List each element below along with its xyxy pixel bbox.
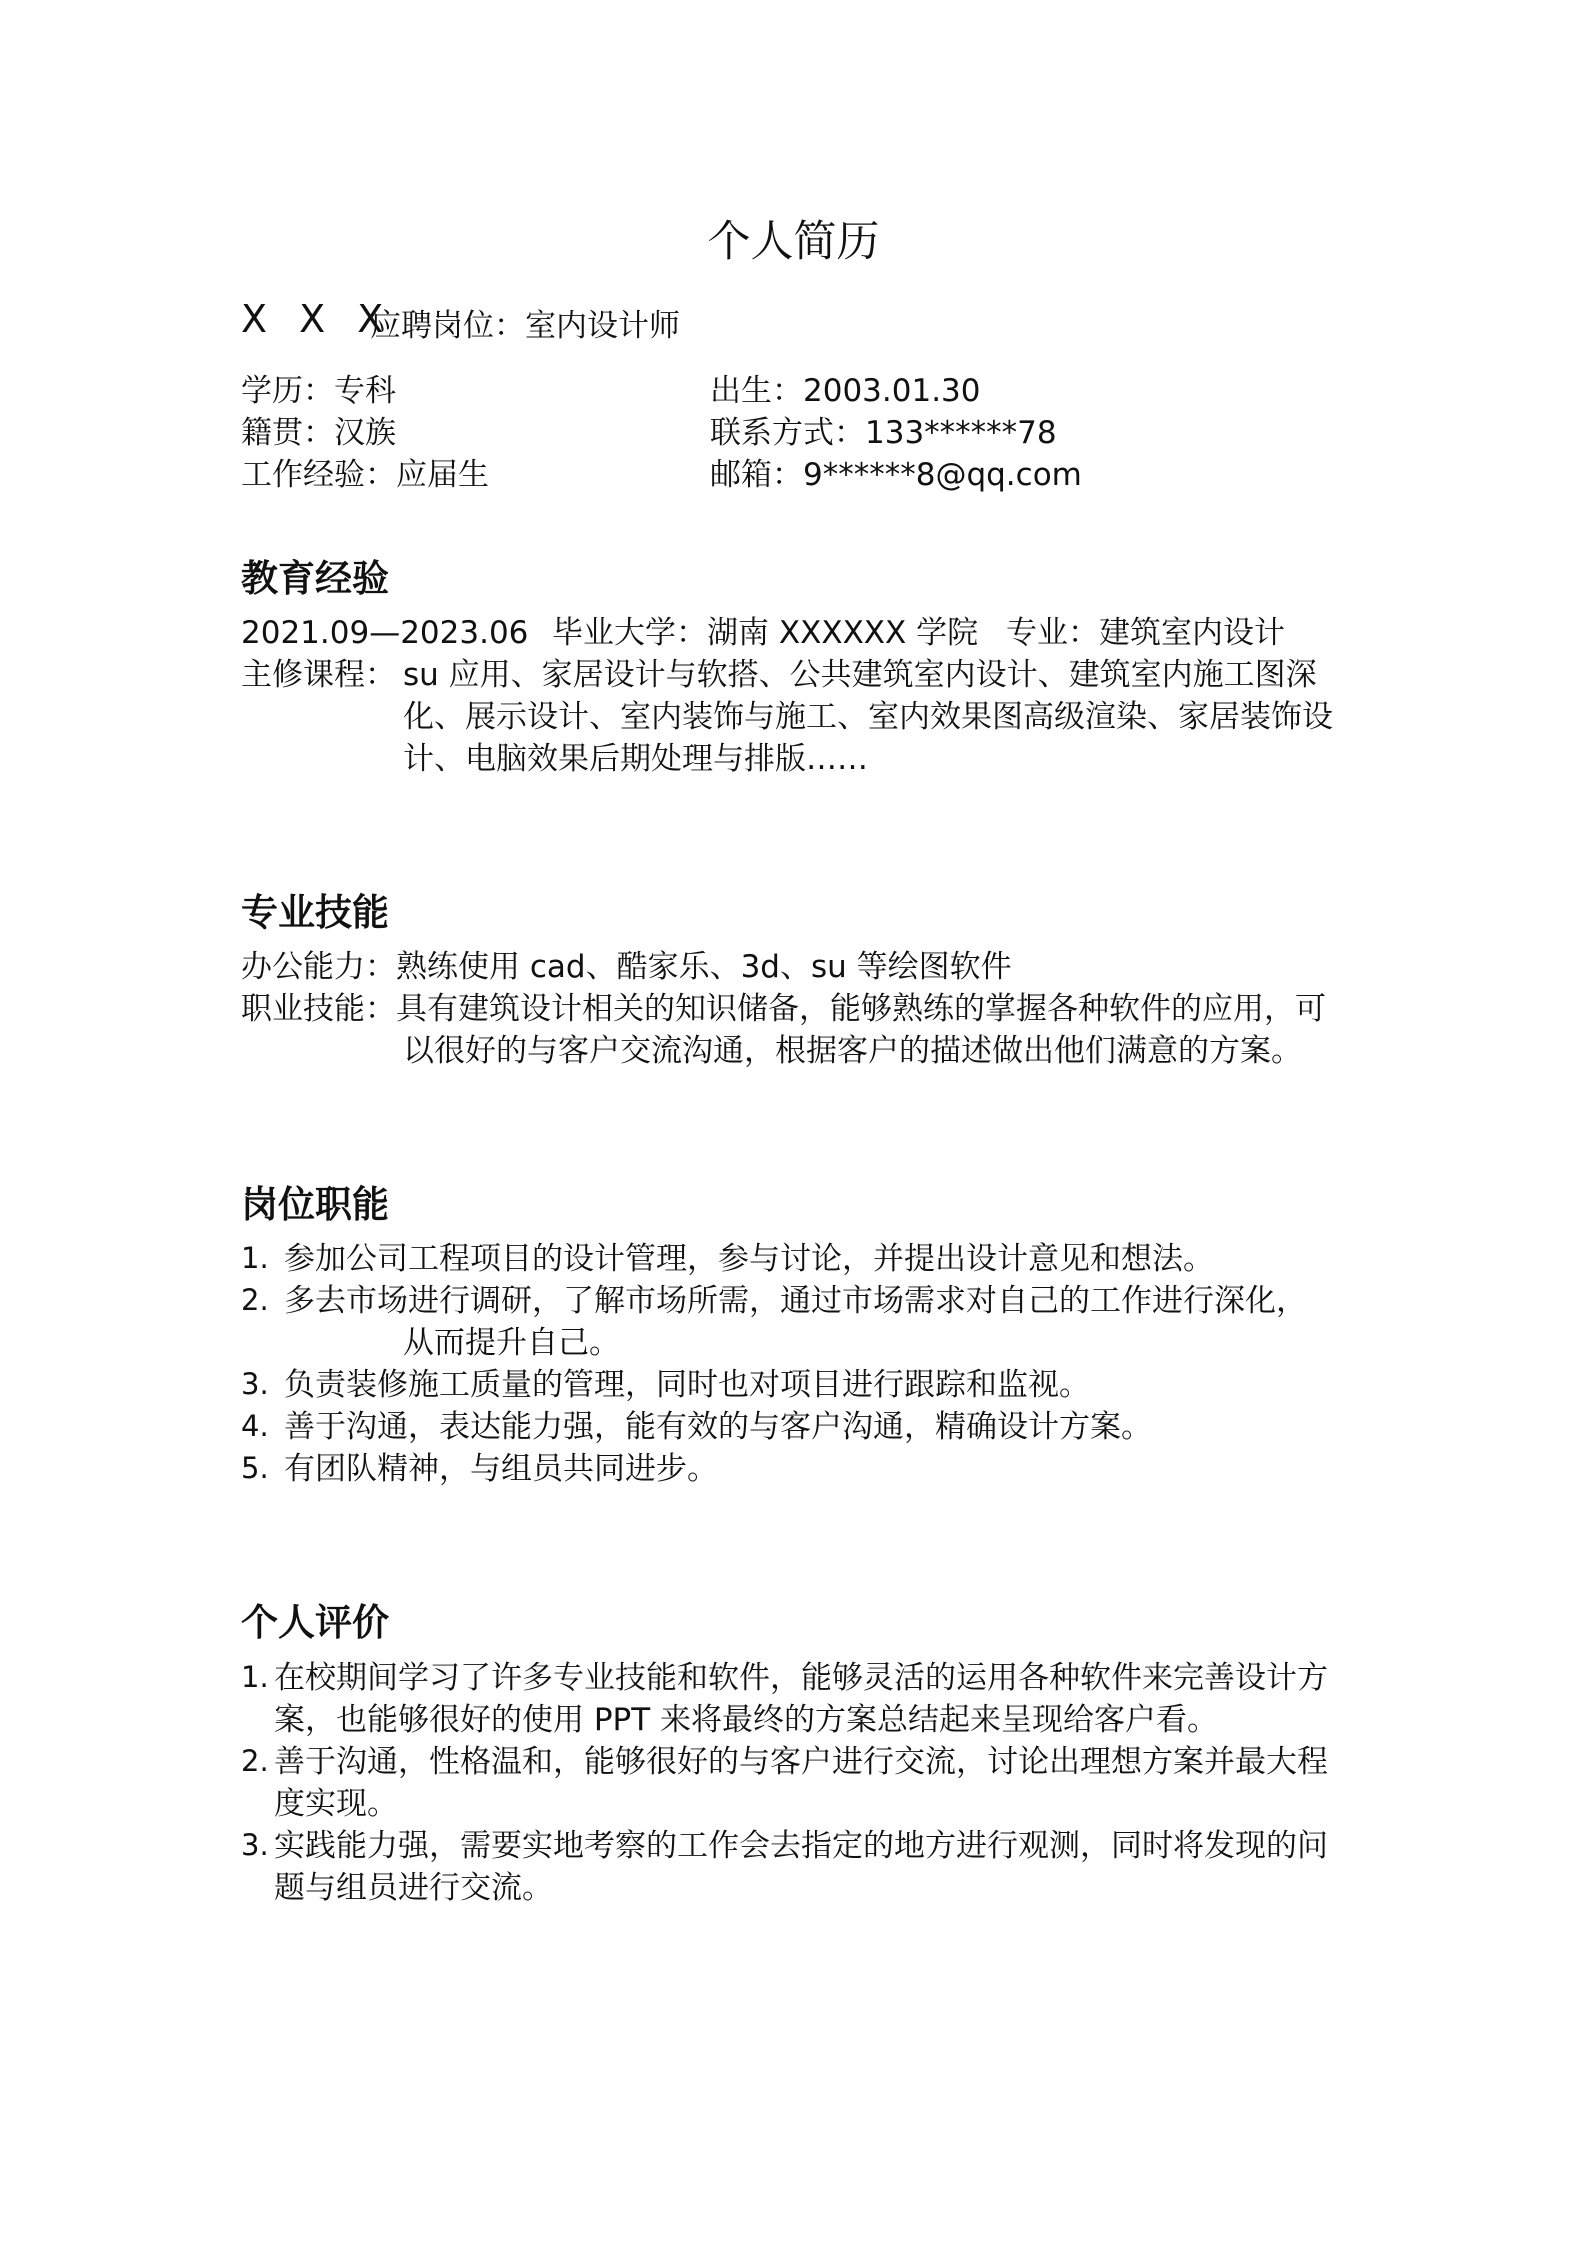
list-item-number: 3. [241,1828,269,1862]
contact-phone: 联系方式：133******78 [710,415,1057,451]
list-item: 善于沟通，表达能力强，能有效的与客户沟通，精确设计方案。 [284,1409,1152,1445]
applied-position: 应聘岗位：室内设计师 [370,308,680,344]
courses-line: 化、展示设计、室内装饰与施工、室内效果图高级渲染、家居装饰设 [403,699,1333,735]
duties-heading: 岗位职能 [241,1183,389,1226]
list-item-number: 2. [241,1283,269,1317]
courses-label: 主修课程： [241,657,396,693]
office-skills: 办公能力：熟练使用 cad、酷家乐、3d、su 等绘图软件 [241,949,1012,985]
list-item: 有团队精神，与组员共同进步。 [284,1451,718,1487]
work-experience: 工作经验：应届生 [241,457,489,493]
candidate-name: X X X [241,297,394,341]
university: 毕业大学：湖南 XXXXXX 学院 [552,615,979,651]
list-item-number: 2. [241,1744,269,1778]
courses-line: su 应用、家居设计与软搭、公共建筑室内设计、建筑室内施工图深 [403,657,1317,693]
professional-skills-cont: 以很好的与客户交流沟通，根据客户的描述做出他们满意的方案。 [403,1033,1302,1069]
major: 专业：建筑室内设计 [1006,615,1285,651]
list-item-number: 4. [241,1409,269,1443]
list-item: 善于沟通，性格温和，能够很好的与客户进行交流，讨论出理想方案并最大程 [274,1744,1328,1780]
evaluation-heading: 个人评价 [241,1601,389,1644]
professional-skills: 职业技能：具有建筑设计相关的知识储备，能够熟练的掌握各种软件的应用，可 [241,991,1326,1027]
list-item-cont: 从而提升自己。 [403,1325,620,1361]
list-item-cont: 案，也能够很好的使用 PPT 来将最终的方案总结起来呈现给客户看。 [274,1702,1219,1738]
list-item-number: 3. [241,1367,269,1401]
education-heading: 教育经验 [241,557,389,600]
list-item: 参加公司工程项目的设计管理，参与讨论，并提出设计意见和想法。 [284,1241,1214,1277]
list-item: 多去市场进行调研，了解市场所需，通过市场需求对自己的工作进行深化， [284,1283,1307,1319]
list-item-number: 5. [241,1451,269,1485]
list-item-number: 1. [241,1241,269,1275]
list-item-cont: 度实现。 [274,1786,398,1822]
list-item: 实践能力强，需要实地考察的工作会去指定的地方进行观测，同时将发现的问 [274,1828,1328,1864]
page-title: 个人简历 [707,217,880,267]
education-level: 学历：专科 [241,373,396,409]
skills-heading: 专业技能 [241,891,389,934]
list-item-cont: 题与组员进行交流。 [274,1870,553,1906]
list-item: 在校期间学习了许多专业技能和软件，能够灵活的运用各种软件来完善设计方 [274,1660,1328,1696]
email: 邮箱：9******8@qq.com [710,457,1082,493]
courses-line: 计、电脑效果后期处理与排版…… [403,741,868,777]
native-place: 籍贯：汉族 [241,415,396,451]
list-item-number: 1. [241,1660,269,1694]
education-period: 2021.09—2023.06 [241,615,529,651]
birth-date: 出生：2003.01.30 [710,373,981,409]
list-item: 负责装修施工质量的管理，同时也对项目进行跟踪和监视。 [284,1367,1090,1403]
